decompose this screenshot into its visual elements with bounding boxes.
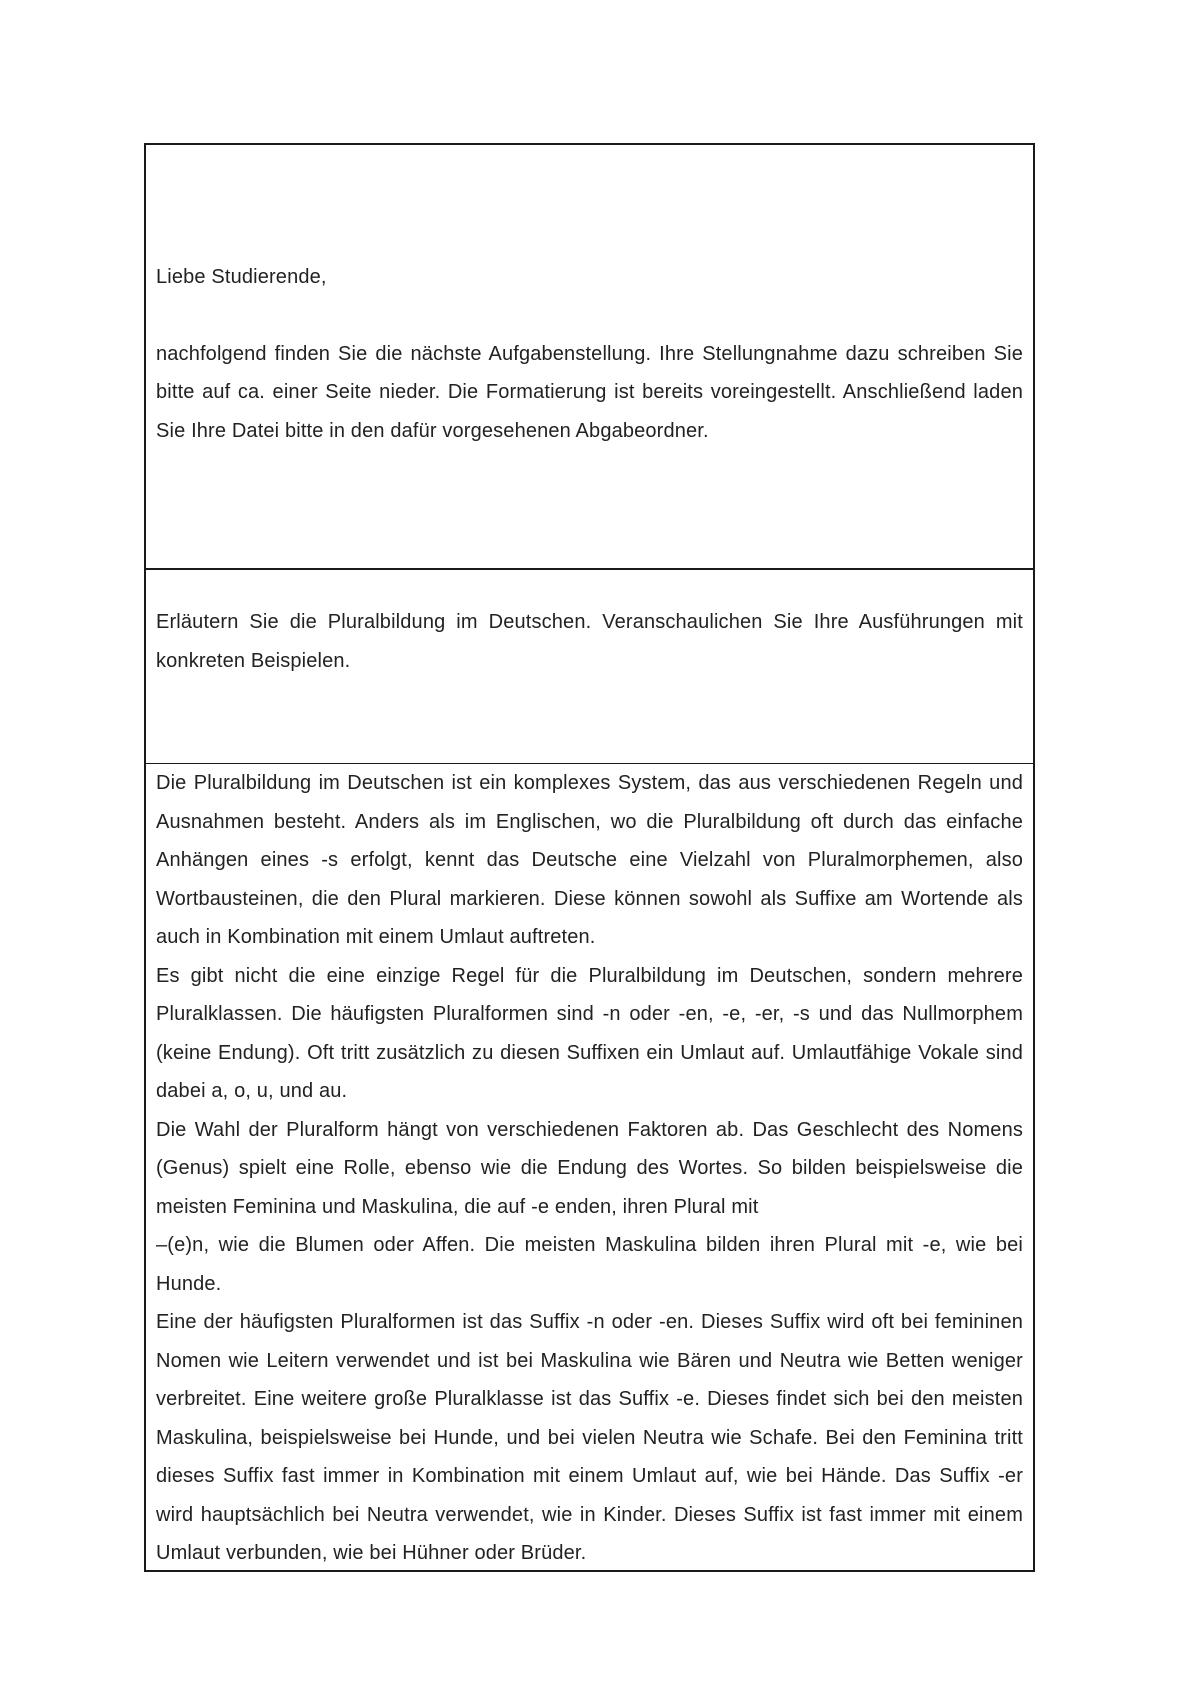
- answer-paragraph: –(e)n, wie die Blumen oder Affen. Die meisten Maskulina bilden ihren Plural mit -e, wie bei Hunde.: [156, 1234, 1023, 1295]
- answer-paragraph: Die Pluralbildung im Deutschen ist ein komplexes System, das aus verschiedenen Regeln und Ausnahmen besteht. Anders als im Englischen, wo die Pluralbildung oft durch das einfache Anhängen eines -s erfolgt, kennt das Deutsche eine Vielzahl von Pluralmorphemen, also Wortbausteinen, die den Plural markieren. Diese können sowohl als Suffixe am Wortende als auch in Kombination mit einem Umlaut auftreten.: [156, 772, 1023, 948]
- answer-paragraph: Eine der häufigsten Pluralformen ist das Suffix -n oder -en. Dieses Suffix wird oft bei femininen Nomen wie Leitern verwendet und ist bei Maskulina wie Bären und Neutra wie Betten weniger verbreitet. Eine weitere große Pluralklasse ist das Suffix -e. Dieses findet sich bei den meisten Maskulina, beispielsweise bei Hunde, und bei vielen Neutra wie Schafe. Bei den Feminina tritt dieses Suffix fast immer in Kombination mit einem Umlaut auf, wie bei Hände. Das Suffix -er wird hauptsächlich bei Neutra verwendet, wie in Kinder. Dieses Suffix ist fast immer mit einem Umlaut verbunden, wie bei Hühner oder Brüder.: [156, 1311, 1023, 1564]
- assignment-table: [144, 143, 1035, 1572]
- intro-cell: [146, 145, 1033, 570]
- answer-cell: [146, 764, 1033, 1570]
- task-cell: [146, 570, 1033, 764]
- intro-paragraph: nachfolgend finden Sie die nächste Aufgabenstellung. Ihre Stellungnahme dazu schreiben Sie bitte auf ca. einer Seite nieder. Die Formatierung ist bereits voreingestellt. Anschließend laden Sie Ihre Datei bitte in den dafür vorgesehenen Abgabeordner.: [156, 342, 1023, 442]
- task-prompt: Erläutern Sie die Pluralbildung im Deutschen. Veranschaulichen Sie Ihre Ausführungen mit konkreten Beispielen.: [156, 611, 1023, 672]
- greeting-text: Liebe Studierende,: [156, 266, 327, 288]
- answer-paragraph: Es gibt nicht die eine einzige Regel für die Pluralbildung im Deutschen, sondern mehrere Pluralklassen. Die häufigsten Pluralformen sind -n oder -en, -e, -er, -s und das Nullmorphem (keine Endung). Oft tritt zusätzlich zu diesen Suffixen ein Umlaut auf. Umlautfähige Vokale sind dabei a, o, u, und au.: [156, 964, 1023, 1102]
- answer-paragraph: Die Wahl der Pluralform hängt von verschiedenen Faktoren ab. Das Geschlecht des Nomens (Genus) spielt eine Rolle, ebenso wie die Endung des Wortes. So bilden beispielsweise die meisten Feminina und Maskulina, die auf -e enden, ihren Plural mit: [156, 1118, 1023, 1218]
